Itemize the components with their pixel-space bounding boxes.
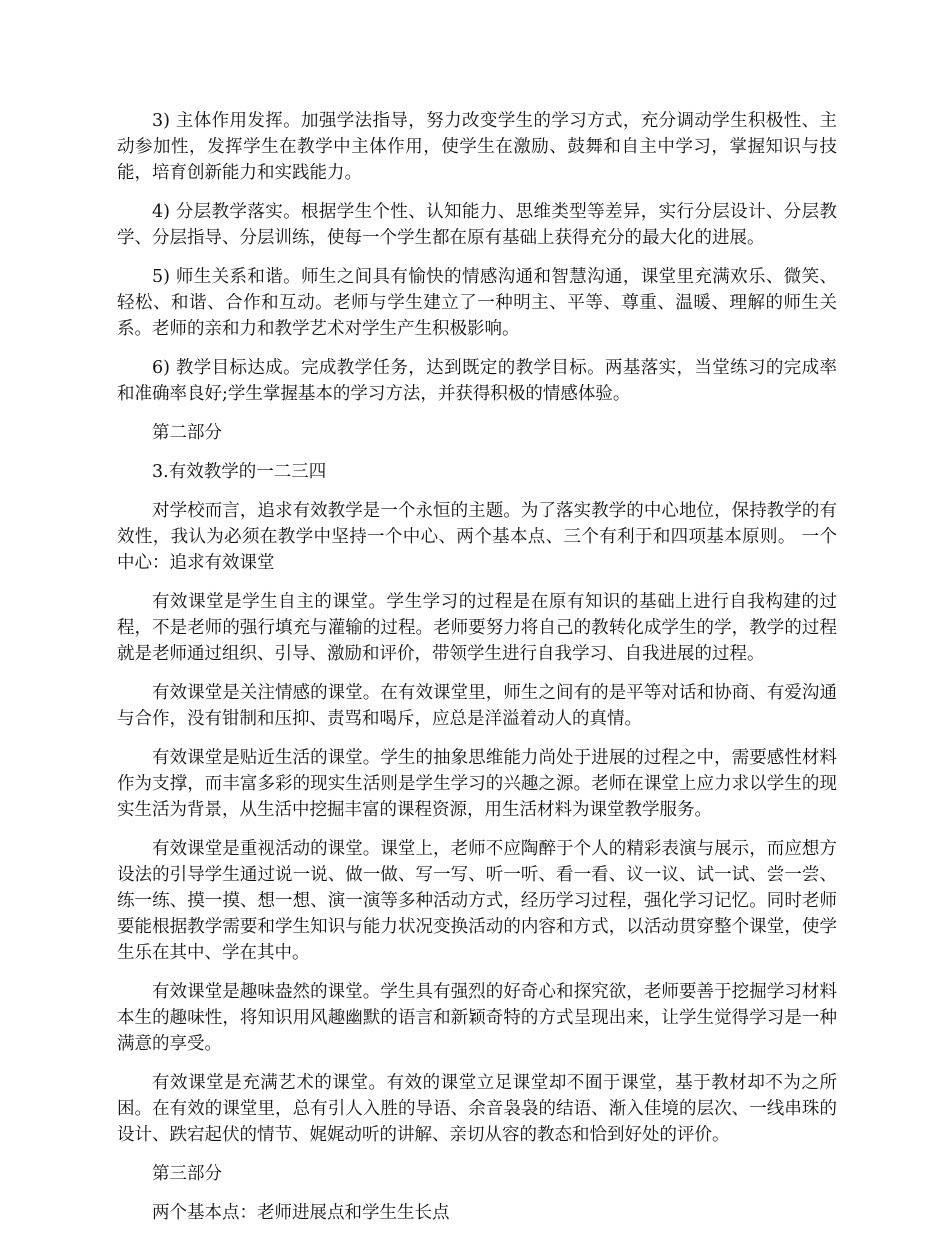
section-heading-part-three: 第三部分 — [152, 1164, 222, 1184]
paragraph-two-basic-points: 两个基本点：老师进展点和学生生长点 — [152, 1203, 450, 1223]
paragraph-interesting-classroom: 有效课堂是趣味盎然的课堂。学生具有强烈的好奇心和探究欲，老师要善于挖掘学习材料本生的趣味性，将知识用风趣幽默的语言和新颖奇特的方式呈现出来，让学生觉得学习是一种满意的享受。 — [117, 982, 837, 1054]
paragraph-subject-role: 3) 主体作用发挥。加强学法指导，努力改变学生的学习方式，充分调动学生积极性、主动参加性，发挥学生在教学中主体作用，使学生在激励、鼓舞和自主中学习，掌握知识与技能，培育创新能力和实践能力。 — [117, 111, 837, 183]
subheading-effective-teaching: 3.有效教学的一二三四 — [152, 462, 327, 482]
paragraph-teacher-student-relation: 5) 师生关系和谐。师生之间具有愉快的情感沟通和智慧沟通，课堂里充满欢乐、微笑、轻松、和谐、合作和互动。老师与学生建立了一种明主、平等、尊重、温暖、理解的师生关系。老师的亲和力和教学艺术对学生产生积极影响。 — [117, 267, 837, 339]
paragraph-emotional-classroom: 有效课堂是关注情感的课堂。在有效课堂里，师生之间有的是平等对话和协商、有爱沟通与合作，没有钳制和压抑、责骂和喝斥，应总是洋溢着动人的真情。 — [117, 683, 837, 729]
paragraph-autonomous-classroom: 有效课堂是学生自主的课堂。学生学习的过程是在原有知识的基础上进行自我构建的过程，不是老师的强行填充与灌输的过程。老师要努力将自己的教转化成学生的学，教学的过程就是老师通过组织、引导、激励和评价，带领学生进行自我学习、自我进展的过程。 — [117, 592, 837, 664]
paragraph-teaching-goals: 6) 教学目标达成。完成教学任务，达到既定的教学目标。两基落实，当堂练习的完成率和准确率良好;学生掌握基本的学习方法，并获得积极的情感体验。 — [117, 358, 837, 404]
paragraph-layered-teaching: 4) 分层教学落实。根据学生个性、认知能力、思维类型等差异，实行分层设计、分层教学、分层指导、分层训练，使每一个学生都在原有基础上获得充分的最大化的进展。 — [117, 202, 837, 248]
document-body — [117, 108, 837, 1239]
section-heading-part-two: 第二部分 — [152, 423, 222, 443]
paragraph-life-classroom: 有效课堂是贴近生活的课堂。学生的抽象思维能力尚处于进展的过程之中，需要感性材料作为支撑，而丰富多彩的现实生活则是学生学习的兴趣之源。老师在课堂上应力求以学生的现实生活为背景，从生活中挖掘丰富的课程资源，用生活材料为课堂教学服务。 — [117, 748, 837, 820]
paragraph-artistic-classroom: 有效课堂是充满艺术的课堂。有效的课堂立足课堂却不囿于课堂，基于教材却不为之所困。在有效的课堂里，总有引人入胜的导语、余音袅袅的结语、渐入佳境的层次、一线串珠的设计、跌宕起伏的情节、娓娓动听的讲解、亲切从容的教态和恰到好处的评价。 — [117, 1073, 837, 1145]
paragraph-intro-one-center: 对学校而言，追求有效教学是一个永恒的主题。为了落实教学的中心地位，保持教学的有效性，我认为必须在教学中坚持一个中心、两个基本点、三个有利于和四项基本原则。 一个中心：追求有效课堂 — [117, 501, 837, 573]
paragraph-activity-classroom: 有效课堂是重视活动的课堂。课堂上，老师不应陶醉于个人的精彩表演与展示，而应想方设法的引导学生通过说一说、做一做、写一写、听一听、看一看、议一议、试一试、尝一尝、练一练、摸一摸、想一想、演一演等多种活动方式，经历学习过程，强化学习记忆。同时老师要能根据教学需要和学生知识与能力状况变换活动的内容和方式，以活动贯穿整个课堂，使学生乐在其中、学在其中。 — [117, 839, 837, 963]
